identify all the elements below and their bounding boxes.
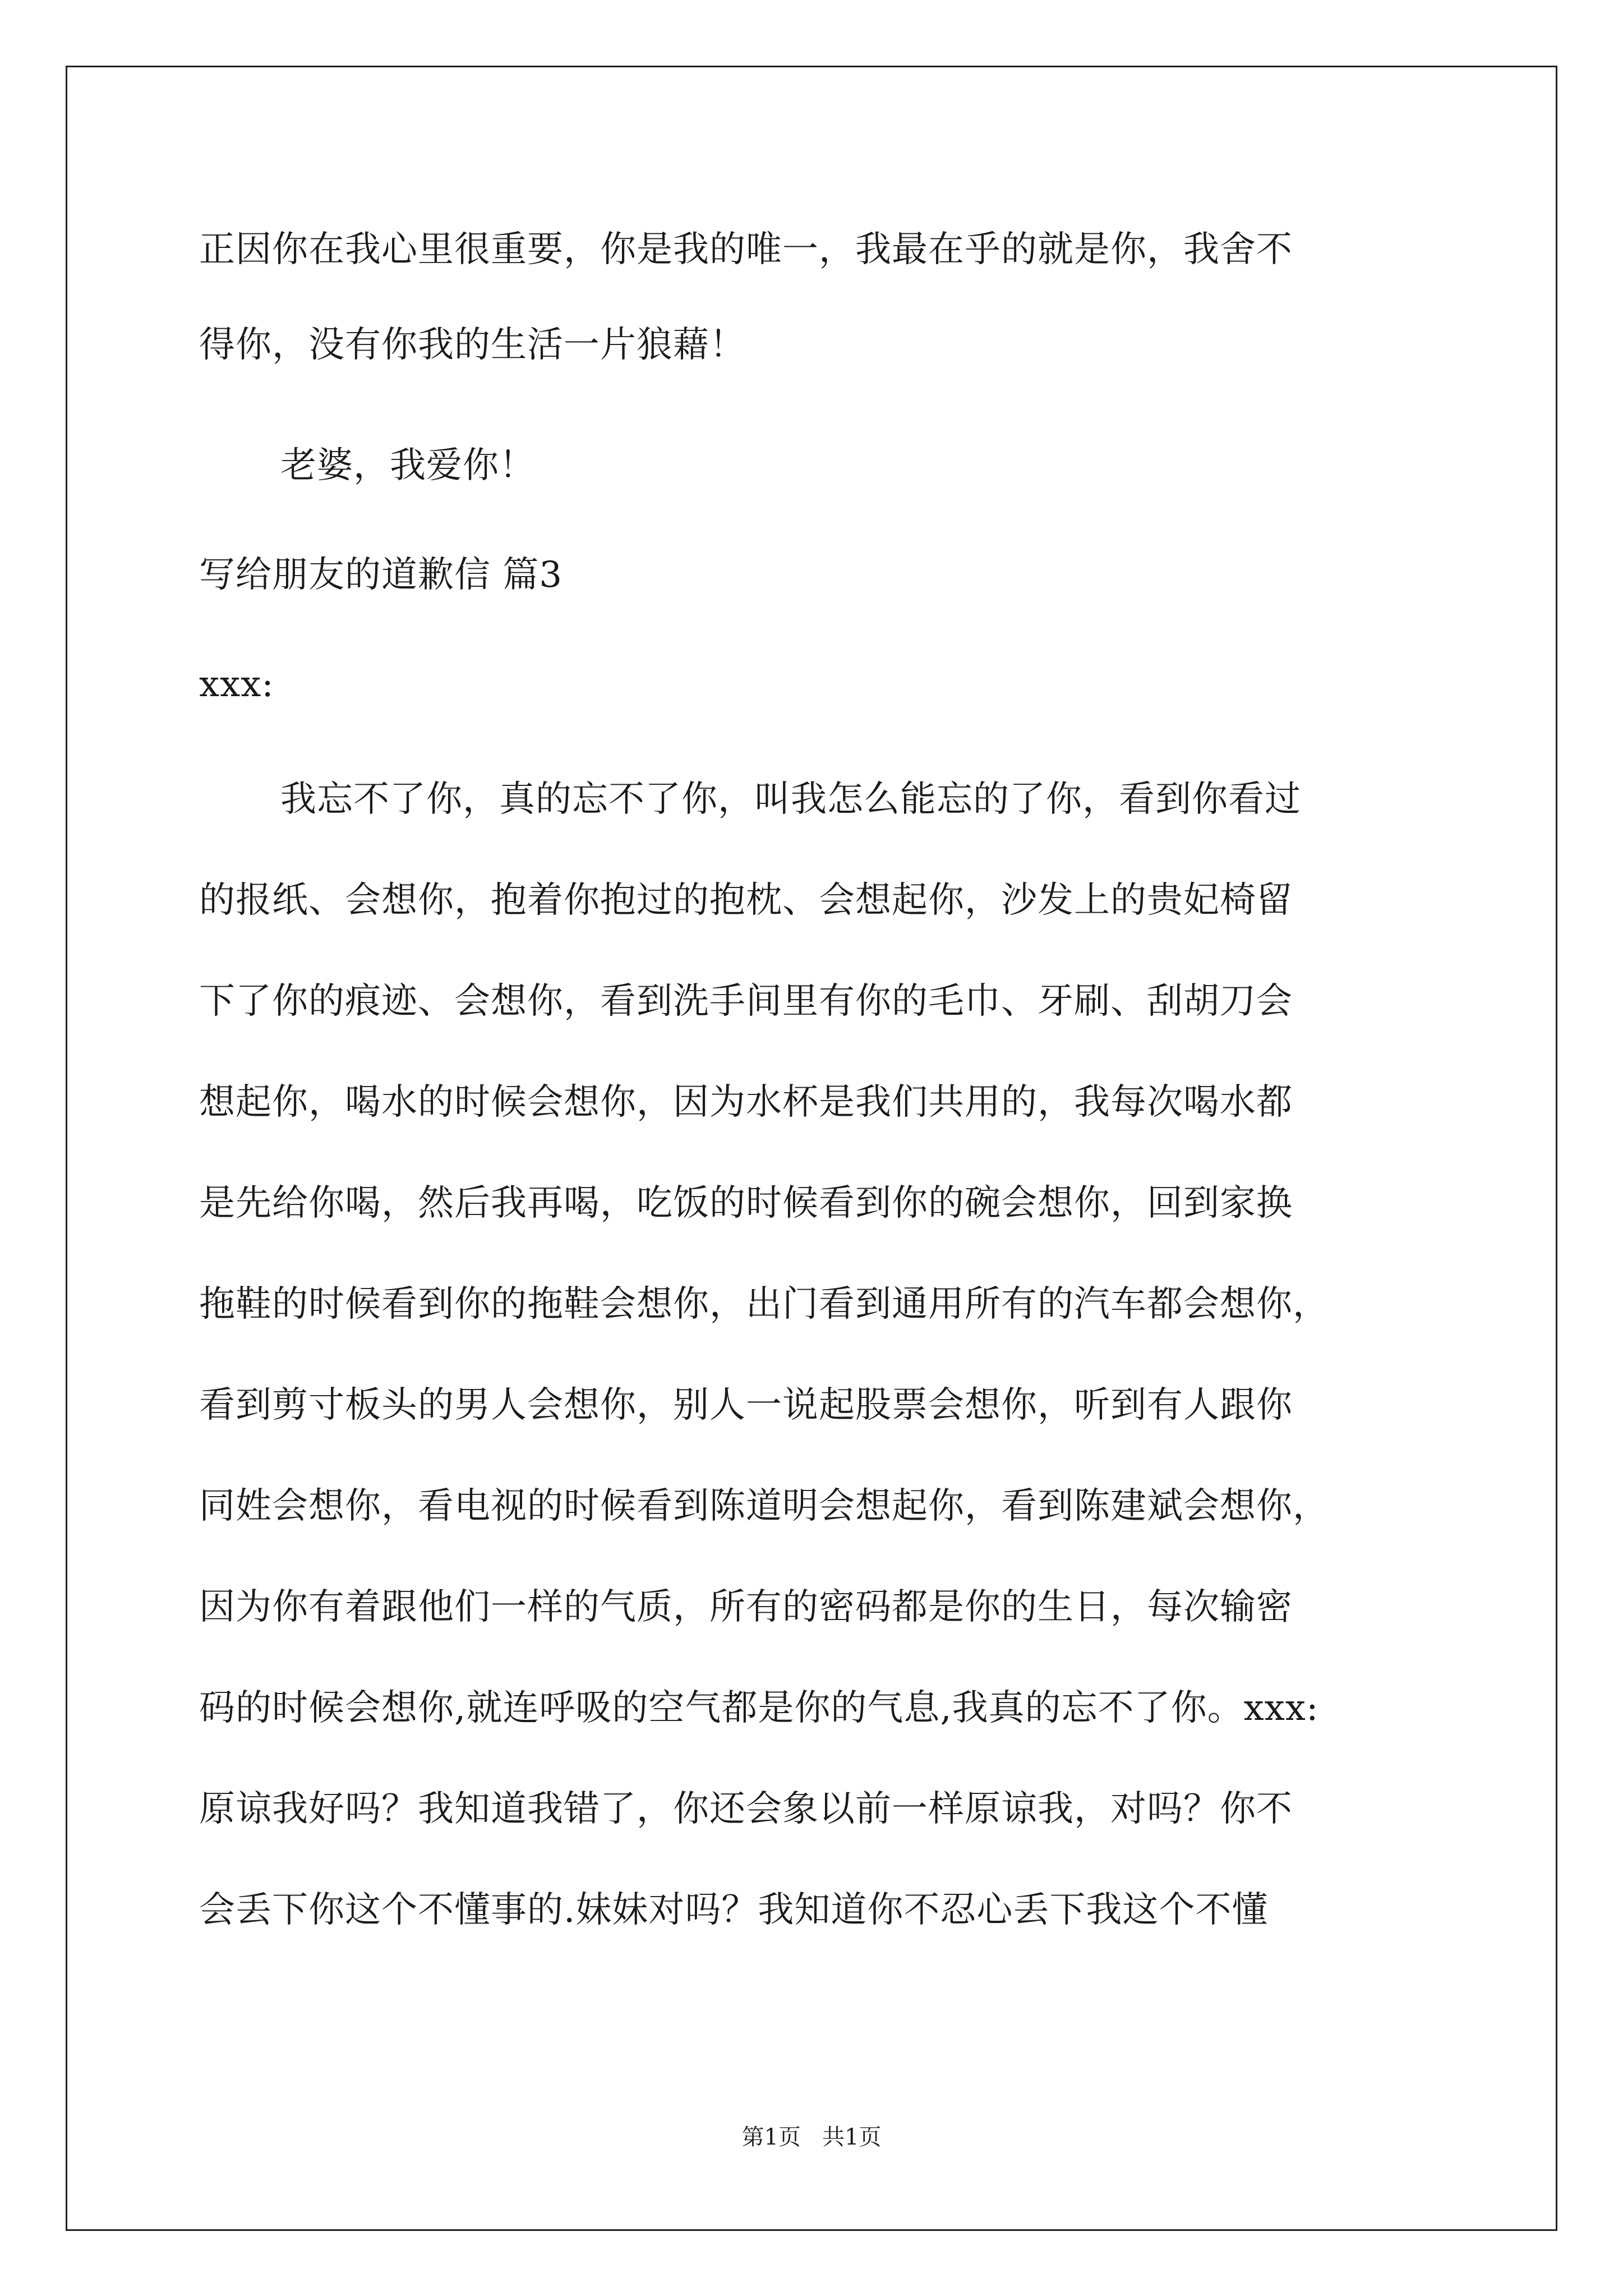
paragraph-line: 我忘不了你，真的忘不了你，叫我怎么能忘的了你，看到你看过: [280, 779, 1301, 820]
paragraph-line: 因为你有着跟他们一样的气质，所有的密码都是你的生日，每次输密: [199, 1586, 1293, 1628]
paragraph-line: 原谅我好吗？我知道我错了，你还会象以前一样原谅我，对吗？你不: [199, 1788, 1293, 1830]
section-heading: 写给朋友的道歉信 篇3: [199, 554, 563, 596]
paragraph-line: 码的时候会想你,就连呼吸的空气都是你的气息,我真的忘不了你。xxx:: [199, 1687, 1319, 1729]
paragraph-line: 会丢下你这个不懂事的.妹妹对吗？我知道你不忍心丢下我这个不懂: [199, 1889, 1269, 1931]
page-footer: 第1页 共1页: [741, 2124, 882, 2150]
paragraph-line: 想起你，喝水的时候会想你，因为水杯是我们共用的，我每次喝水都: [199, 1082, 1293, 1123]
paragraph-line: 正因你在我心里很重要，你是我的唯一，我最在乎的就是你，我舍不: [199, 229, 1293, 270]
salutation: xxx:: [199, 664, 274, 705]
closing-line: 老婆，我爱你！: [280, 445, 536, 486]
paragraph-line: 拖鞋的时候看到你的拖鞋会想你，出门看到通用所有的汽车都会想你，: [199, 1283, 1329, 1325]
paragraph-line: 的报纸、会想你，抱着你抱过的抱枕、会想起你，沙发上的贵妃椅留: [199, 880, 1293, 921]
paragraph-line: 看到剪寸板头的男人会想你，别人一说起股票会想你，听到有人跟你: [199, 1384, 1293, 1426]
paragraph-line: 是先给你喝，然后我再喝，吃饭的时候看到你的碗会想你，回到家换: [199, 1182, 1293, 1224]
paragraph-line: 同姓会想你，看电视的时候看到陈道明会想起你，看到陈建斌会想你，: [199, 1485, 1329, 1527]
paragraph-line: 下了你的痕迹、会想你，看到洗手间里有你的毛巾、牙刷、刮胡刀会: [199, 981, 1293, 1022]
paragraph-line: 得你，没有你我的生活一片狼藉！: [199, 324, 746, 366]
